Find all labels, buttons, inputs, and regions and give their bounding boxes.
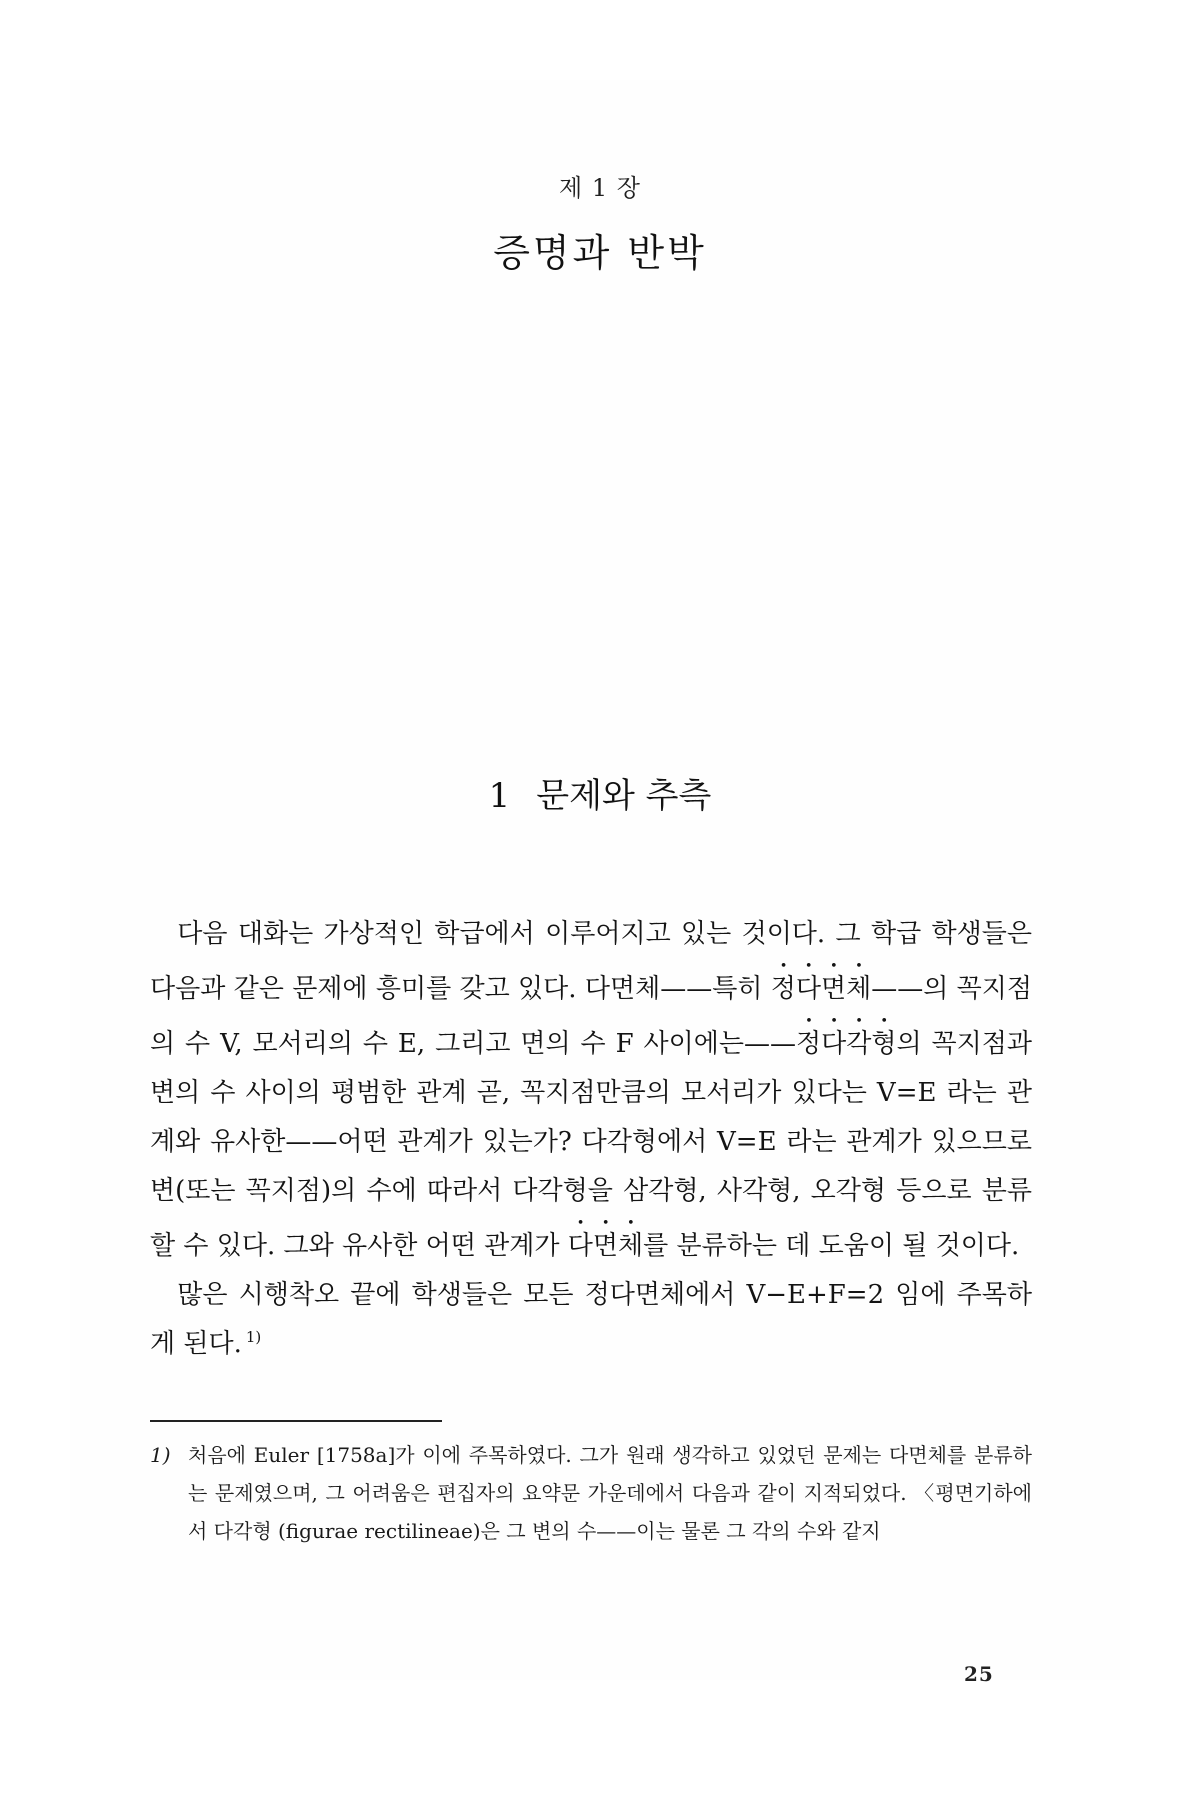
chapter-title: 증명과 반박	[493, 231, 707, 275]
footnote-text: 처음에 Euler [1758a]가 이에 주목하였다. 그가 원래 생각하고 있었던 문제는 다면체를 분류하는 문제였으며, 그 어려움은 편집자의 요약문 가운데에서 다음과 같이 지적되었다. 〈평면기하에서 다각형 (figurae rectilineae)은 그 변의 수——이는 물론 그 각의 수와 같지	[188, 1443, 1032, 1543]
paragraph-2-text: 많은 시행착오 끝에 학생들은 모든 정다면체에서 V−E+F=2 임에 주목하게 된다.	[150, 1280, 1032, 1359]
paragraph-1-part-d: 를 분류하는 데 도움이 될 것이다.	[643, 1231, 1020, 1261]
page-number: 25	[964, 1662, 994, 1686]
paragraph-1	[150, 910, 1032, 1271]
section-title: 문제와 추측	[536, 776, 712, 816]
paragraph-1-part-a: 다음 대화는 가상적인 학급에서 이루어지고 있는 것이다. 그 학급 학생들은 다음과 같은 문제에 흥미를 갖고 있다. 다면체——특히	[150, 919, 1032, 1004]
footnote-marker: 1)	[150, 1443, 171, 1467]
paragraph-1-part-b: ——의 꼭지점의 수 V, 모서리의 수 E, 그리고 면의 수 F 사이에는——	[150, 974, 1032, 1059]
paragraph-2	[150, 1271, 1032, 1369]
section-heading	[0, 768, 1200, 817]
paragraph-1-part-c: 의 꼭지점과 변의 수 사이의 평범한 관계 곧, 꼭지점만큼의 모서리가 있다는 V=E 라는 관계와 유사한——어떤 관계가 있는가? 다각형에서 V=E 라는 관계가 있으므로 변(또는 꼭지점)의 수에 따라서 다각형을 삼각형, 사각형, 오각형 등으로 분류할 수 있다. 그와 유사한 어떤 관계가	[150, 1029, 1032, 1261]
emphasis-regular-polyhedra: 정다면체	[770, 974, 872, 1004]
footnote	[150, 1436, 1032, 1550]
emphasis-polyhedra: 다면체	[567, 1231, 644, 1261]
body-text	[150, 910, 1032, 1369]
chapter-label: 제 1 장	[559, 174, 641, 202]
emphasis-regular-polygons: 정다각형	[796, 1029, 897, 1059]
footnote-divider	[150, 1420, 442, 1422]
section-number: 1	[488, 776, 511, 816]
footnote-reference[interactable]: 1)	[245, 1328, 262, 1347]
